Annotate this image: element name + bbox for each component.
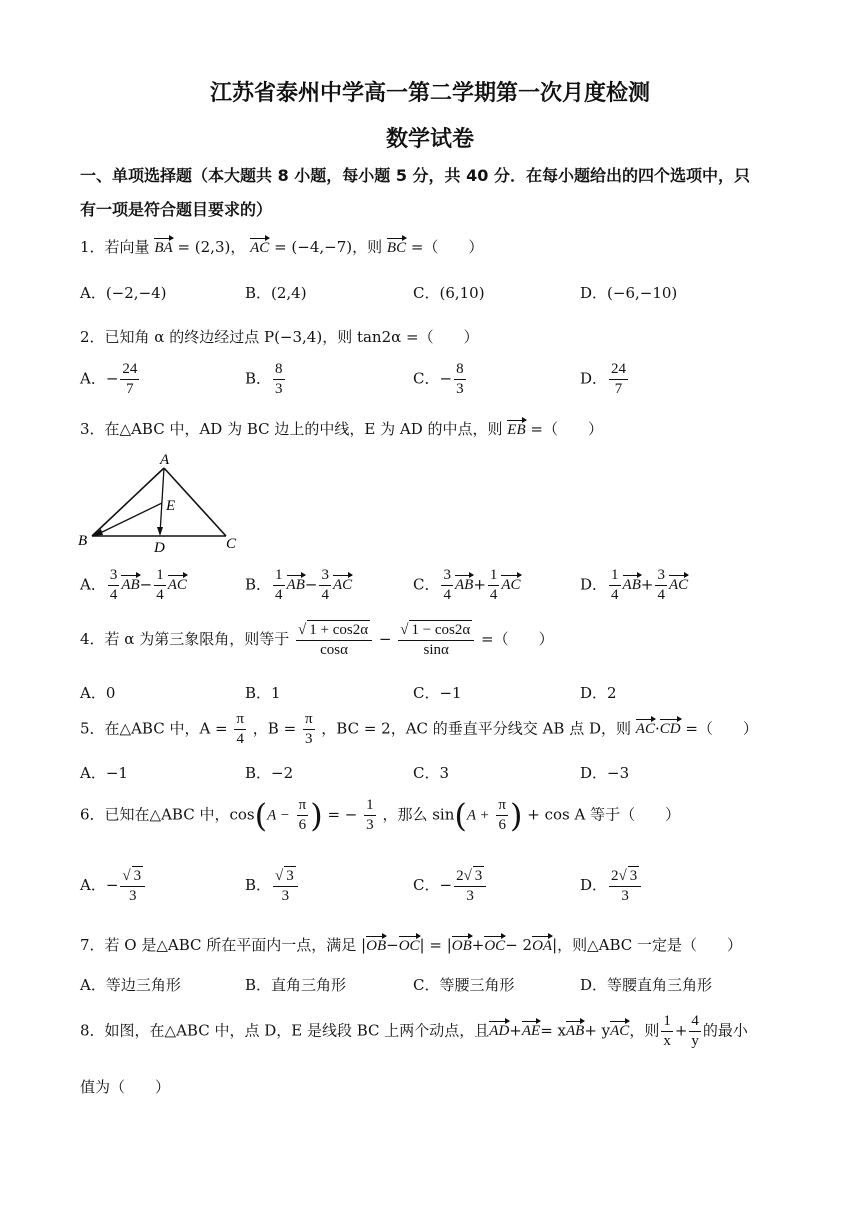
segment-eb [96, 503, 162, 535]
arrow-d [157, 527, 163, 536]
denominator: 3 [466, 887, 474, 904]
q7-minus: − [386, 936, 399, 954]
q4-option-b: B．1 [245, 684, 281, 702]
q5-option-b: B．−2 [245, 764, 294, 782]
sqrt-sign [275, 868, 283, 884]
option-label: C． [413, 575, 440, 594]
numerator: 3 [441, 566, 453, 586]
denominator: 3 [129, 887, 137, 904]
fraction [441, 566, 453, 605]
denominator: 4 [236, 730, 244, 747]
denominator: 3 [456, 380, 464, 397]
fraction [398, 620, 474, 660]
numerator: 24 [609, 360, 628, 380]
fraction [454, 866, 486, 906]
denominator: 3 [281, 887, 290, 904]
vector-oa: OA [532, 938, 553, 954]
vector-ab: AB [121, 577, 140, 594]
section-header-line1: 一、单项选择题（本大题共 8 小题，每小题 5 分，共 40 分．在每小题给出的四个选项中，只 [80, 166, 750, 185]
question-1 [80, 236, 483, 257]
q5-option-a: A．−1 [80, 764, 128, 782]
numerator: 8 [273, 360, 285, 380]
fraction [661, 1012, 673, 1051]
vector-ac: AC [332, 577, 353, 594]
q6-option-d [580, 866, 643, 906]
fraction [488, 566, 500, 605]
denominator: 4 [321, 586, 329, 603]
radicand: 3 [133, 868, 142, 884]
q1-eq1: = (2,3)， [177, 238, 246, 256]
q3-end: =（ ） [530, 420, 603, 438]
vector-ac: AC [501, 577, 521, 594]
fraction [496, 796, 508, 835]
q2-b-label: B． [245, 369, 272, 388]
sign: − [439, 875, 453, 894]
denominator: 4 [611, 586, 619, 603]
vector-ac: AC [610, 1023, 630, 1040]
vector-ob: OB [366, 938, 387, 954]
numerator: 8 [454, 360, 466, 380]
q2-d-label: D． [580, 369, 608, 388]
radicand: 3 [629, 868, 638, 884]
q3-option-a [80, 566, 187, 605]
q8-part1: 8．如图，在△ABC 中，点 D，E 是线段 BC 上两个动点，且 [80, 1021, 490, 1040]
option-label: C． [413, 875, 440, 894]
denominator: 7 [614, 380, 623, 397]
q7-option-c: C．等腰三角形 [413, 976, 515, 994]
q2-option-c [413, 360, 468, 399]
denominator: 6 [498, 816, 506, 833]
radicand: 3 [474, 868, 483, 884]
page-title: 江苏省泰州中学高一第二学期第一次月度检测 [209, 81, 650, 106]
left-paren: ( [254, 796, 268, 835]
numerator: 3 [319, 566, 331, 586]
vector-ab: AB [454, 577, 474, 594]
q7-end: |，则△ABC 一定是（ ） [552, 936, 743, 954]
q2-option-a [80, 360, 141, 399]
q1-option-d: D．(−6,−10) [580, 284, 678, 302]
question-7 [80, 934, 742, 955]
vector-oc: OC [398, 938, 420, 954]
vector-ba: BA [154, 240, 173, 256]
q4-option-d: D．2 [580, 684, 617, 702]
label-b: B [78, 533, 88, 549]
denominator: 6 [298, 816, 307, 833]
sqrt-sign [122, 868, 130, 884]
vector-bc: BC [386, 240, 407, 256]
fraction [273, 566, 285, 605]
q8-plus-y: + y [584, 1021, 611, 1040]
q3-text: 3．在△ABC 中，AD 为 BC 边上的中线，E 为 AD 的中点，则 [80, 420, 503, 438]
option-label: D． [580, 575, 608, 594]
q7-minus-2: − 2 [505, 936, 533, 954]
question-4 [80, 620, 554, 660]
numerator [296, 620, 372, 641]
vector-ab: AB [622, 577, 641, 594]
vector-ab: AB [286, 577, 305, 594]
q3-option-b [245, 566, 352, 605]
fraction [609, 566, 621, 605]
question-3 [80, 418, 603, 439]
denominator: x [663, 1032, 671, 1049]
numerator [273, 866, 298, 887]
label-c: C [226, 536, 237, 552]
q7-mid: | = | [419, 936, 452, 954]
q5-part1: 5．在△ABC 中，A = [80, 719, 228, 738]
fraction [655, 566, 667, 605]
denominator: 4 [489, 586, 498, 603]
numerator [398, 620, 474, 641]
q1-option-c: C．(6,10) [413, 284, 485, 302]
fraction [364, 796, 376, 835]
q6-option-b [245, 866, 300, 906]
sqrt-sign [298, 622, 306, 638]
coefficient: 2 [611, 868, 619, 884]
numerator: 1 [609, 566, 621, 586]
q8-plus: + [509, 1021, 522, 1040]
fraction [120, 360, 139, 399]
fraction [273, 866, 298, 906]
q1-eq2: = (−4,−7)，则 [274, 238, 383, 256]
q6-part2: ，那么 sin [382, 805, 455, 824]
numerator: π [303, 710, 315, 730]
vector-ac: AC [167, 577, 187, 594]
fraction [689, 1012, 701, 1051]
numerator: π [297, 796, 309, 816]
numerator: 1 [154, 566, 166, 586]
denominator: 4 [109, 586, 118, 603]
denominator: 4 [156, 586, 164, 603]
operator: + [640, 575, 654, 594]
q7-option-d: D．等腰直角三角形 [580, 976, 713, 994]
question-6 [80, 796, 680, 835]
q3-option-c [413, 566, 521, 605]
question-8-line2: 值为（ ） [80, 1078, 171, 1096]
numerator: π [496, 796, 508, 816]
section-header-line2: 有一项是符合题目要求的） [80, 200, 273, 219]
option-label: B． [245, 575, 272, 594]
denominator: sinα [423, 641, 449, 658]
operator: − [139, 575, 153, 594]
coefficient: 2 [456, 868, 464, 884]
right-paren: ) [310, 796, 323, 835]
fraction [108, 566, 120, 605]
vector-oc: OC [484, 938, 506, 954]
numerator: 1 [661, 1012, 673, 1032]
q1-text: 1．若向量 [80, 238, 150, 256]
fraction [296, 620, 372, 660]
fraction [303, 710, 315, 749]
option-label: D． [580, 875, 608, 894]
q6-part1: 6．已知在△ABC 中，cos [80, 805, 255, 824]
denominator: 3 [275, 380, 283, 397]
q2-option-b [245, 360, 287, 399]
dot: · [654, 719, 660, 738]
numerator: 4 [689, 1012, 701, 1032]
q6-equals: = − [327, 805, 358, 824]
label-a: A [160, 452, 170, 468]
numerator: 3 [108, 566, 120, 586]
fraction [319, 566, 331, 605]
numerator [120, 866, 145, 887]
q7-plus: + [471, 936, 485, 954]
q5-option-c: C．3 [413, 764, 450, 782]
q1-option-b: B．(2,4) [245, 284, 307, 302]
option-label: B． [245, 875, 272, 894]
q6-option-c [413, 866, 488, 906]
numerator [454, 866, 486, 887]
right-paren: ) [509, 796, 523, 835]
q8-plus-frac: + [674, 1021, 688, 1040]
denominator: 4 [443, 586, 451, 603]
q2-a-label: A． [80, 369, 106, 388]
q1-end: =（ ） [410, 238, 484, 256]
q2-c-label: C． [413, 369, 440, 388]
label-e: E [166, 498, 176, 514]
q6-inner2: A + [466, 807, 490, 824]
q5-option-d: D．−3 [580, 764, 630, 782]
sqrt-sign [400, 622, 408, 638]
denominator: 3 [621, 887, 629, 904]
denominator: 7 [126, 380, 134, 397]
side-ab [92, 468, 164, 536]
vector-ab: AB [566, 1023, 585, 1040]
fraction [234, 710, 246, 749]
q8-equals: = x [540, 1021, 566, 1040]
numerator: 1 [364, 796, 376, 816]
fraction [454, 360, 466, 399]
triangle-figure [76, 448, 246, 558]
q2-c-sign: − [439, 369, 453, 388]
q4-option-a: A．0 [80, 684, 116, 702]
q8-part3: 的最小 [702, 1021, 748, 1040]
radicand: 3 [286, 868, 294, 884]
q5-part3: ，BC = 2，AC 的垂直平分线交 AB 点 D，则 [321, 719, 631, 738]
q2-a-sign: − [105, 369, 119, 388]
fraction [297, 796, 309, 835]
vector-ac: AC [668, 577, 689, 594]
vector-ac: AC [250, 240, 270, 256]
q6-option-a [80, 866, 147, 906]
numerator: 1 [488, 566, 500, 586]
option-label: A． [80, 875, 106, 894]
denominator: 4 [657, 586, 665, 603]
vector-ob: OB [451, 938, 472, 954]
fraction [273, 360, 285, 399]
q4-option-c: C．−1 [413, 684, 462, 702]
q7-option-a: A．等边三角形 [80, 976, 181, 994]
fraction [154, 566, 166, 605]
q4-end: =（ ） [481, 629, 554, 648]
vector-cd: CD [659, 721, 681, 738]
option-label: A． [80, 575, 106, 594]
q4-text: 4．若 α 为第三象限角，则等于 [80, 629, 290, 648]
radicand: 1 − cos2α [411, 622, 471, 638]
vector-ae: AE [521, 1023, 541, 1040]
numerator [609, 866, 641, 887]
sign: − [105, 875, 119, 894]
q4-minus: − [378, 629, 392, 648]
q6-inner1: A − [267, 807, 290, 824]
operator: − [304, 575, 318, 594]
denominator: 4 [275, 586, 283, 603]
vector-ac: AC [635, 721, 655, 738]
operator: + [473, 575, 486, 594]
vector-eb: EB [507, 422, 526, 438]
question-2: 2．已知角 α 的终边经过点 P(−3,4)，则 tan2α =（ ） [80, 328, 479, 346]
q5-end: =（ ） [685, 719, 758, 738]
left-paren: ( [454, 796, 467, 835]
sqrt-sign [619, 868, 627, 884]
denominator: 3 [304, 730, 313, 747]
page-subtitle: 数学试卷 [385, 127, 474, 152]
radicand: 1 + cos2α [309, 622, 369, 638]
sqrt-sign [464, 868, 472, 884]
numerator: 24 [120, 360, 139, 380]
fraction [609, 866, 641, 906]
denominator: cosα [320, 641, 348, 658]
q8-part2: ，则 [629, 1021, 660, 1040]
q7-option-b: B．直角三角形 [245, 976, 347, 994]
vector-ad: AD [489, 1023, 510, 1040]
q3-option-d [580, 566, 688, 605]
denominator: 3 [366, 816, 374, 833]
denominator: y [691, 1032, 699, 1049]
q7-part1: 7．若 O 是△ABC 所在平面内一点，满足 | [80, 936, 367, 954]
q6-part3: + cos A 等于（ ） [527, 805, 681, 824]
fraction [120, 866, 145, 906]
fraction [609, 360, 628, 399]
numerator: 1 [273, 566, 285, 586]
numerator: 3 [655, 566, 667, 586]
q2-option-d [580, 360, 630, 399]
q5-part2: ，B = [252, 719, 297, 738]
label-d: D [154, 540, 165, 556]
question-8 [80, 1012, 748, 1051]
q1-option-a: A．(−2,−4) [80, 284, 167, 302]
numerator: π [234, 710, 246, 730]
median-ad [160, 468, 164, 534]
question-5 [80, 710, 758, 749]
